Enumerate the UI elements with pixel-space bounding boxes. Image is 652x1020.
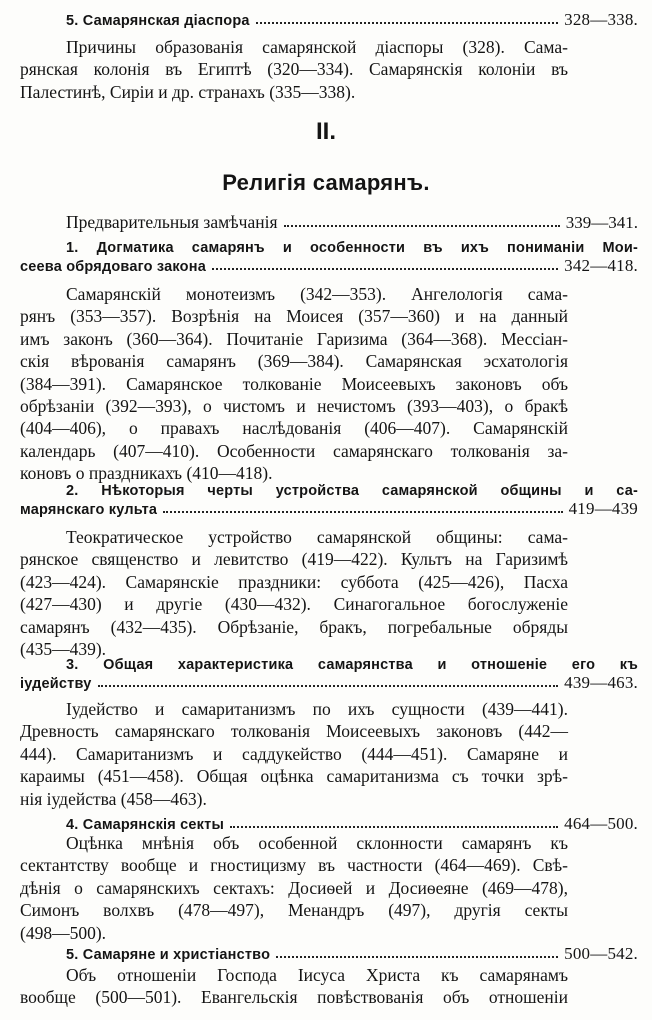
- toc-title-row: [20, 256, 638, 276]
- summary-line: Теократическое устройство самарянской общины: сама-: [66, 527, 568, 547]
- toc-summary-characteristics: [20, 698, 568, 810]
- toc-pages: 439—463.: [564, 673, 638, 692]
- toc-pages: 342—418.: [564, 256, 638, 275]
- toc-entry-sects[interactable]: [66, 814, 638, 834]
- summary-line: Самарянскій монотеизмъ (342—353). Ангелологія сама-: [66, 284, 568, 304]
- toc-summary-diaspora: [20, 36, 568, 103]
- toc-pages: 464—500.: [564, 814, 638, 833]
- dot-leader: [163, 511, 562, 513]
- toc-title: 5. Самаряне и христіанство: [66, 947, 271, 963]
- summary-line: нія іудейства (458—463).: [20, 788, 207, 809]
- toc-summary-christianity: [20, 964, 568, 1009]
- summary-line: скія вѣрованія самарянъ (369—384). Самарянская эсхатологія: [20, 351, 568, 372]
- summary-line: (435—439).: [20, 639, 107, 660]
- summary-line: Объ отношеніи Господа Іисуса Христа къ самарянамъ: [66, 965, 568, 985]
- toc-entry-prelim[interactable]: [66, 212, 638, 233]
- summary-line: (427—430) и другіе (430—432). Синагогальное богослуженіе: [20, 594, 568, 615]
- part-number: II.: [315, 118, 336, 145]
- summary-line: имъ законъ (360—364). Почитаніе Гаризима (364—368). Мессіан-: [20, 328, 568, 349]
- dot-leader: [212, 268, 558, 270]
- dot-leader: [284, 225, 560, 227]
- summary-line: Оцѣнка мнѣнія объ особенной склонности самарянъ къ: [66, 833, 568, 853]
- toc-summary-dogmatics: [20, 283, 568, 485]
- summary-line: (498—500).: [20, 922, 107, 943]
- summary-line: Симонъ волхвъ (478—497), Менандръ (497), другія секты: [20, 900, 568, 921]
- summary-line: календарь (407—410). Особенности самарянскаго толкованія за-: [20, 440, 568, 461]
- toc-entry-christianity[interactable]: [66, 944, 638, 964]
- summary-line: вообще (500—501). Евангельскія повѣствованія объ отношеніи: [20, 987, 568, 1008]
- summary-line: рянская колонія въ Египтѣ (320—334). Самарянскія колоніи въ: [20, 59, 568, 80]
- toc-title-line: 3. Общая характеристика самарянства и отношеніе его къ: [66, 657, 638, 673]
- summary-line: 444). Самаританизмъ и саддукейство (444—451). Самаряне и: [20, 743, 568, 764]
- summary-line: дѣнія о самарянскихъ сектахъ: Досиѳей и Досиѳеяне (469—478),: [20, 877, 568, 898]
- summary-line: Палестинѣ, Сиріи и др. странахъ (335—338).: [20, 81, 356, 102]
- summary-line: сектантству вообще и гностицизму въ частности (464—469). Свѣ-: [20, 855, 568, 876]
- summary-line: самарянъ (432—435). Обрѣзаніе, бракъ, погребальные обряды: [20, 616, 568, 637]
- toc-pages: 339—341.: [565, 213, 638, 232]
- dot-leader: [230, 826, 558, 828]
- toc-title-line: 1. Догматика самарянъ и особенности въ ихъ пониманіи Мои-: [66, 240, 638, 256]
- toc-entry-dogmatics[interactable]: [20, 240, 638, 276]
- toc-pages: 419—439: [568, 499, 638, 518]
- summary-line: (423—424). Самарянскіе праздники: суббота (425—426), Пасха: [20, 571, 568, 592]
- toc-title-line: 2. Нѣкоторыя черты устройства самарянской общины и са-: [66, 483, 638, 499]
- summary-line: Причины образованія самарянской діаспоры (328). Сама-: [66, 37, 568, 57]
- toc-title-row: [20, 673, 638, 693]
- dot-leader: [98, 685, 559, 687]
- toc-title-line: сеева обрядоваго закона: [20, 259, 206, 275]
- toc-title: 4. Самарянскія секты: [66, 817, 225, 833]
- summary-line: (404—406), о правахъ наслѣдованія (406—407). Самарянскій: [20, 418, 568, 439]
- dot-leader: [276, 956, 558, 958]
- toc-title-line: іудейству: [20, 676, 92, 692]
- toc-summary-community: [20, 526, 568, 660]
- summary-line: обрѣзаніи (392—393), о чистомъ и нечистомъ (393—403), о бракѣ: [20, 396, 568, 417]
- toc-entry-community[interactable]: [20, 483, 638, 519]
- summary-line: коновъ о праздникахъ (410—418).: [20, 463, 273, 484]
- part-title: Религія самарянъ.: [222, 170, 430, 195]
- toc-title-row: [20, 499, 638, 519]
- toc-summary-sects: [20, 832, 568, 944]
- toc-pages: 500—542.: [564, 944, 638, 963]
- summary-line: рянское священство и левитство (419—422). Культъ на Гаризимѣ: [20, 549, 568, 570]
- toc-pages: 328—338.: [564, 10, 638, 29]
- dot-leader: [256, 22, 558, 24]
- summary-line: караимы (451—458). Общая оцѣнка самаританизма съ точки зрѣ-: [20, 766, 568, 787]
- toc-title-line: марянскаго культа: [20, 502, 158, 518]
- summary-line: Іудейство и самаританизмъ по ихъ сущности (439—441).: [66, 699, 568, 719]
- toc-title: Предварительныя замѣчанія: [66, 212, 278, 232]
- toc-entry-characteristics[interactable]: [20, 657, 638, 693]
- summary-line: рянъ (353—357). Возрѣнія на Моисея (357—360) и на данный: [20, 306, 568, 327]
- toc-title: 5. Самарянская діаспора: [66, 13, 250, 29]
- toc-entry-diaspora[interactable]: [66, 10, 638, 30]
- summary-line: (384—391). Самарянское толкованіе Моисеевыхъ законовъ объ: [20, 373, 568, 394]
- summary-line: Древность самарянскаго толкованія Моисеевыхъ законовъ (442—: [20, 721, 568, 742]
